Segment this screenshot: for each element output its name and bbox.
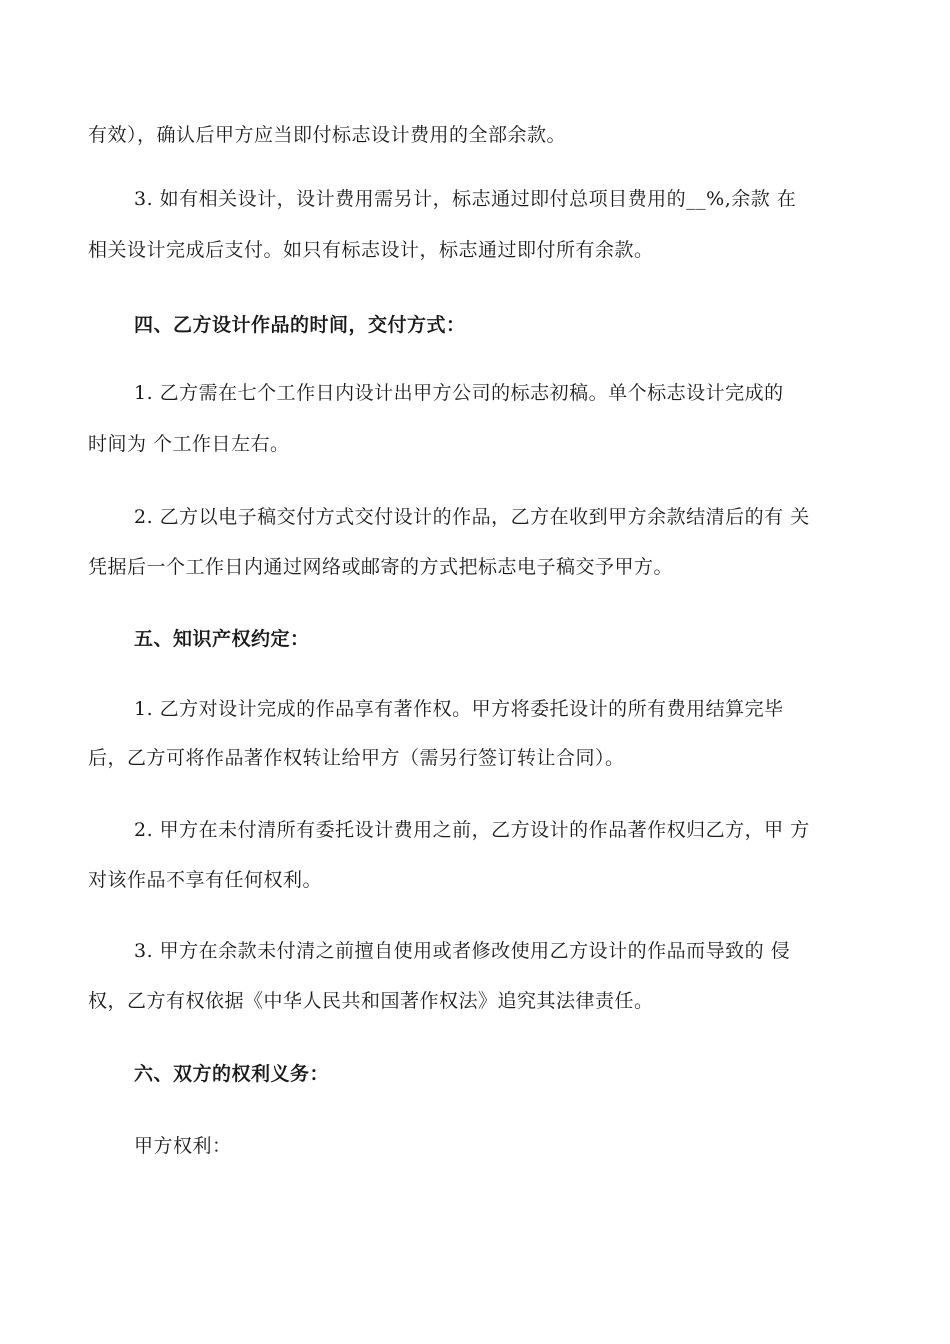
section-5-clause-2-line-1: 2. 甲方在未付清所有委托设计费用之前，乙方设计的作品著作权归乙方，甲 方 <box>134 819 810 841</box>
section-5-clause-2-line-2: 对该作品不享有任何权利。 <box>88 869 323 891</box>
paragraph-continuation: 有效），确认后甲方应当即付标志设计费用的全部余款。 <box>88 124 567 146</box>
section-5-clause-1-line-2: 后，乙方可将作品著作权转让给甲方（需另行签订转让合同）。 <box>88 747 625 769</box>
section-heading-5: 五、知识产权约定： <box>134 628 310 650</box>
clause-3-line-1: 3. 如有相关设计，设计费用需另计，标志通过即付总项目费用的__%,余款 在 <box>134 188 797 210</box>
section-4-clause-2-line-1: 2. 乙方以电子稿交付方式交付设计的作品，乙方在收到甲方余款结清后的有 关 <box>134 506 810 528</box>
section-5-clause-3-line-2: 权，乙方有权依据《中华人民共和国著作权法》追究其法律责任。 <box>88 990 654 1012</box>
section-4-clause-2-line-2: 凭据后一个工作日内通过网络或邮寄的方式把标志电子稿交予甲方。 <box>88 556 674 578</box>
section-4-clause-1-line-2: 时间为 个工作日左右。 <box>88 433 290 455</box>
party-a-rights-label: 甲方权利： <box>134 1135 232 1157</box>
section-4-clause-1-line-1: 1. 乙方需在七个工作日内设计出甲方公司的标志初稿。单个标志设计完成的 <box>134 382 784 404</box>
section-heading-6: 六、双方的权利义务： <box>134 1063 330 1085</box>
section-heading-4: 四、乙方设计作品的时间，交付方式： <box>134 314 466 336</box>
section-5-clause-3-line-1: 3. 甲方在余款未付清之前擅自使用或者修改使用乙方设计的作品而导致的 侵 <box>134 940 791 962</box>
clause-3-line-2: 相关设计完成后支付。如只有标志设计，标志通过即付所有余款。 <box>88 239 654 261</box>
section-5-clause-1-line-1: 1. 乙方对设计完成的作品享有著作权。甲方将委托设计的所有费用结算完毕 <box>134 698 784 720</box>
